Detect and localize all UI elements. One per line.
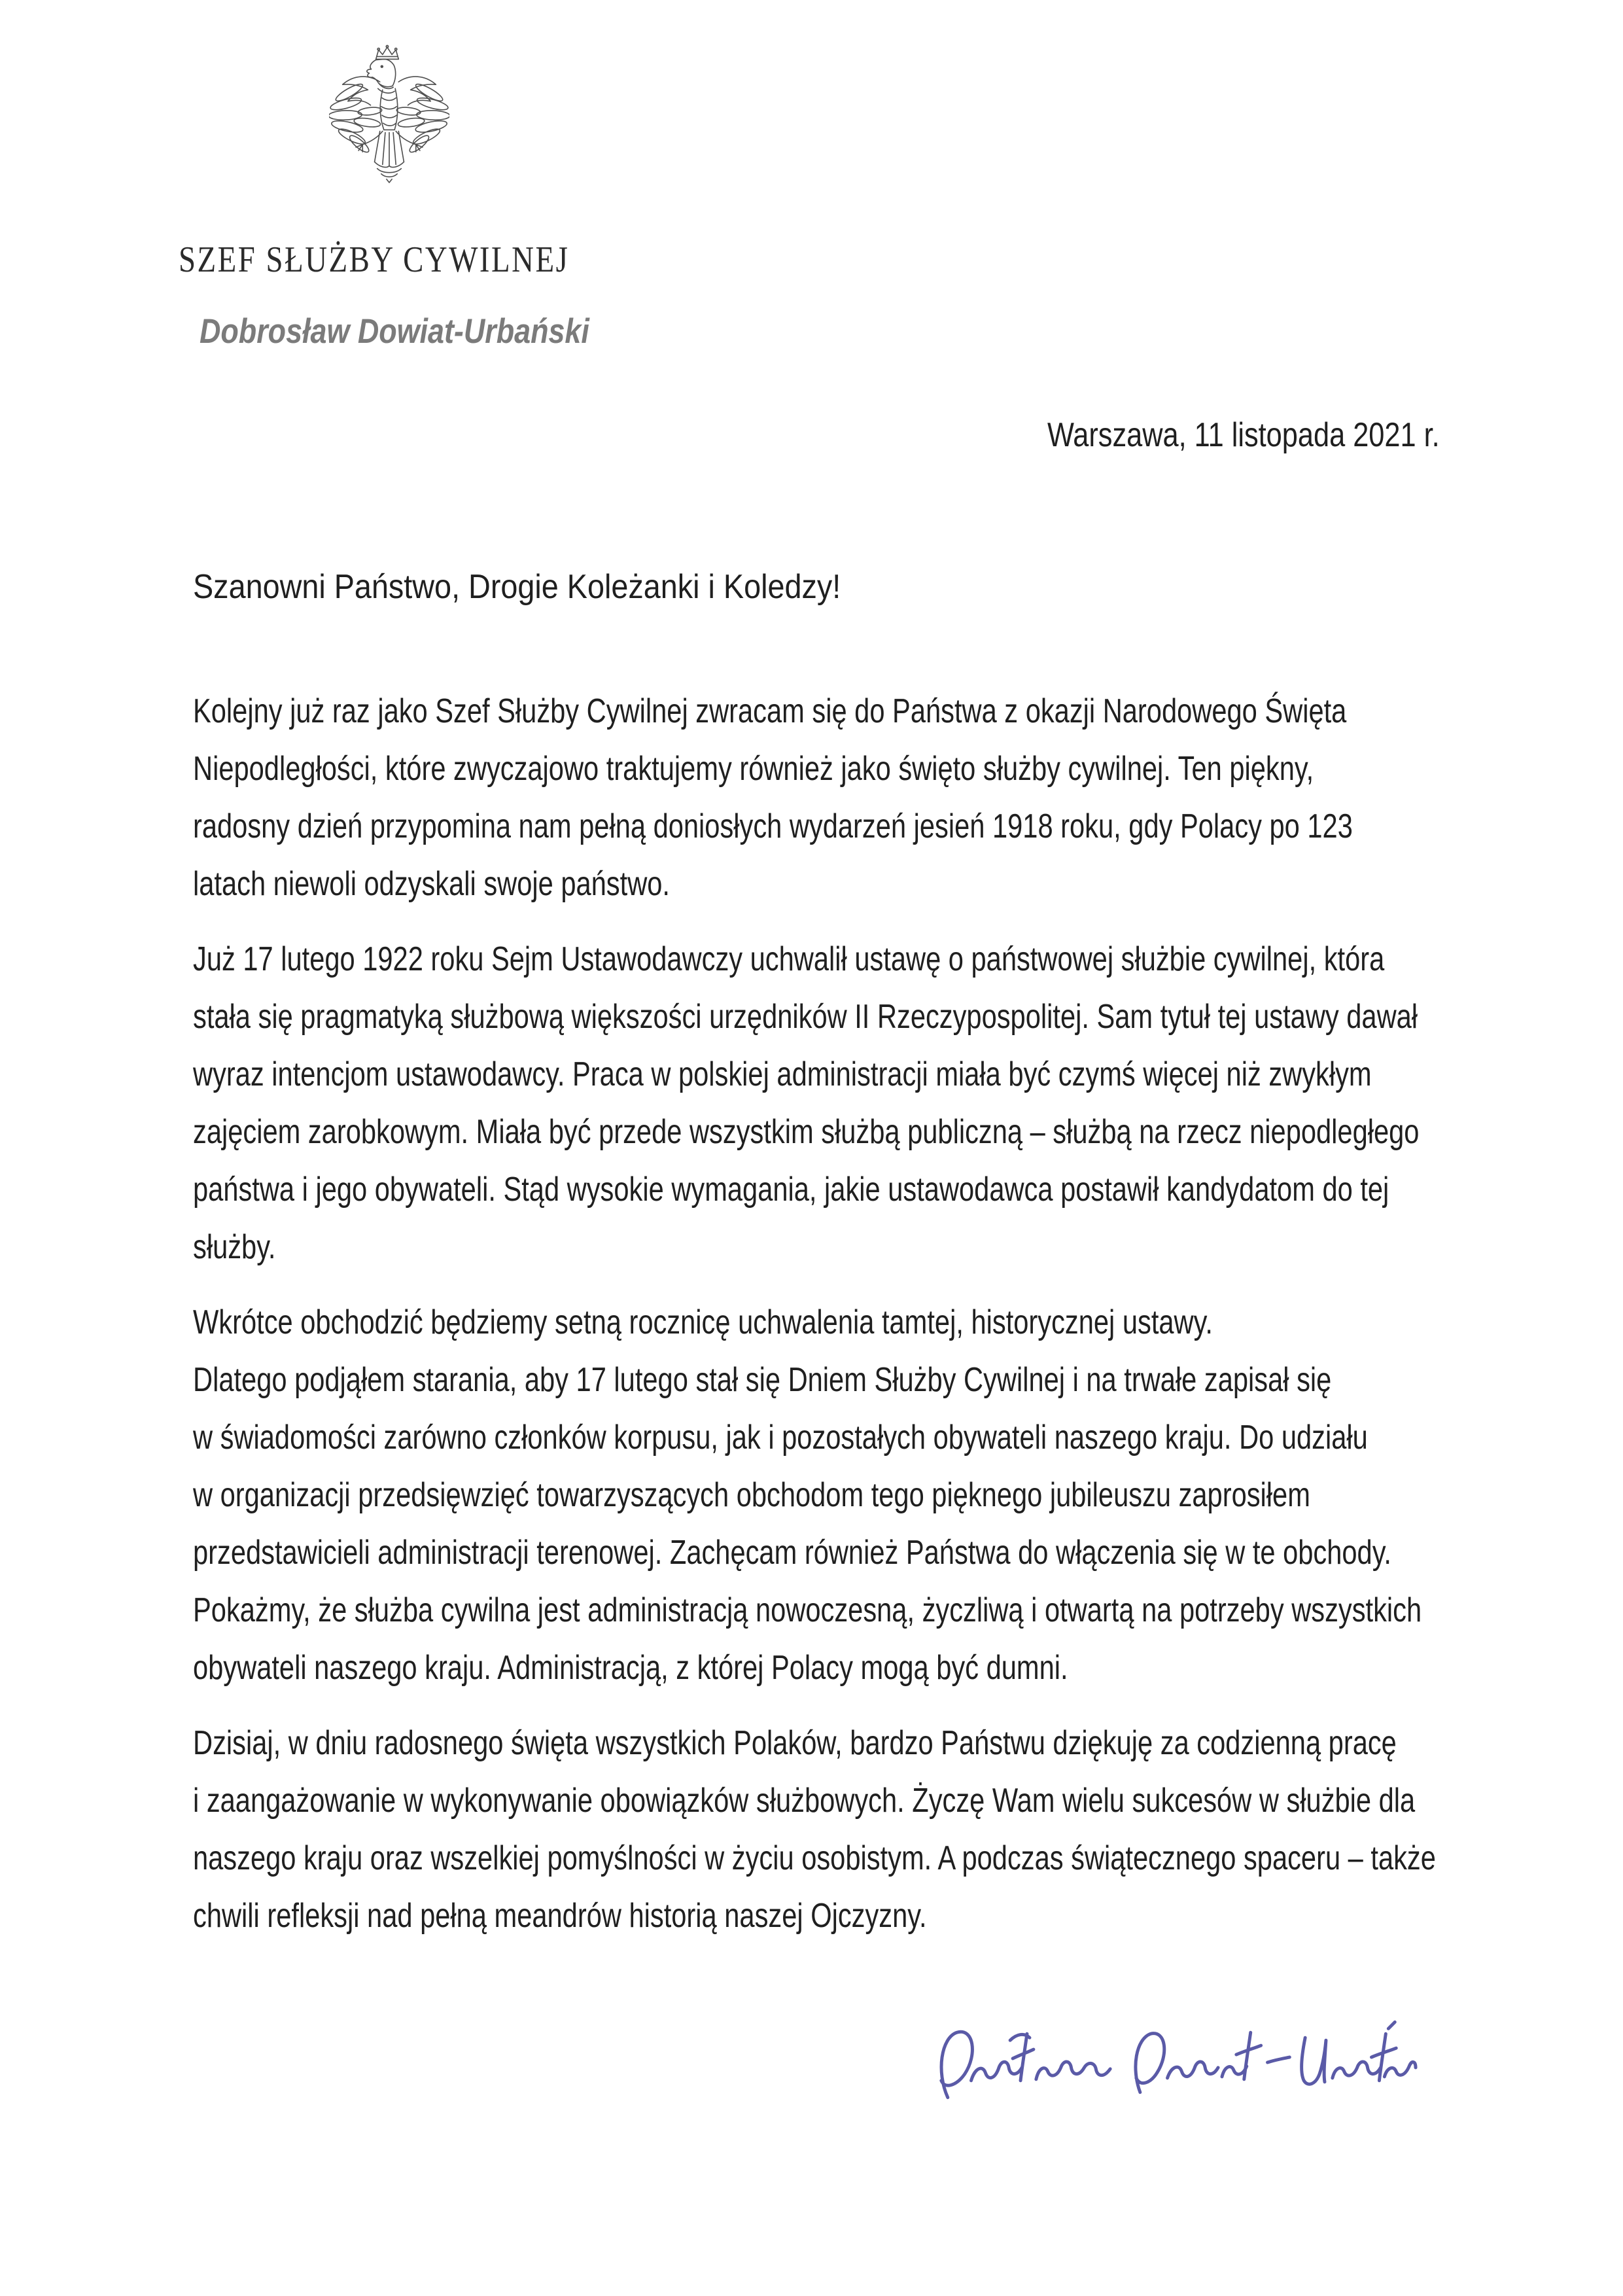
body-line: naszego kraju oraz wszelkiej pomyślności w życiu osobistym. A podczas świątecznego spaceru – także bbox=[193, 1839, 1436, 1877]
handwritten-signature-icon bbox=[926, 1994, 1420, 2128]
dateline: Warszawa, 11 listopada 2021 r. bbox=[1047, 416, 1440, 454]
body-line: stała się pragmatyką służbową większości urzędników II Rzeczypospolitej. Sam tytuł tej ustawy dawał bbox=[193, 998, 1418, 1036]
letterhead-title: SZEF SŁUŻBY CYWILNEJ bbox=[179, 239, 570, 280]
body-line: Wkrótce obchodzić będziemy setną rocznicę uchwalenia tamtej, historycznej ustawy. bbox=[193, 1303, 1213, 1341]
body-line: latach niewoli odzyskali swoje państwo. bbox=[193, 865, 670, 903]
body-line: Niepodległości, które zwyczajowo traktujemy również jako święto służby cywilnej. Ten piękny, bbox=[193, 750, 1314, 788]
body-line: wyraz intencjom ustawodawcy. Praca w polskiej administracji miała być czymś więcej niż zwykłym bbox=[193, 1055, 1372, 1093]
body-line: chwili refleksji nad pełną meandrów historią naszej Ojczyzny. bbox=[193, 1897, 927, 1935]
body-line: i zaangażowanie w wykonywanie obowiązków służbowych. Życzę Wam wielu sukcesów w służbie dla bbox=[193, 1782, 1416, 1820]
body-line: państwa i jego obywateli. Stąd wysokie wymagania, jakie ustawodawca postawił kandydatom do tej bbox=[193, 1171, 1389, 1209]
body-line: Kolejny już raz jako Szef Służby Cywilnej zwracam się do Państwa z okazji Narodowego Święta bbox=[193, 692, 1347, 730]
paragraph bbox=[193, 682, 1623, 913]
body-line: radosny dzień przypomina nam pełną doniosłych wydarzeń jesień 1918 roku, gdy Polacy po 123 bbox=[193, 807, 1353, 845]
body-line: Już 17 lutego 1922 roku Sejm Ustawodawczy uchwalił ustawę o państwowej służbie cywilnej, która bbox=[193, 940, 1385, 978]
body-line: w organizacji przedsięwzięć towarzyszących obchodom tego pięknego jubileuszu zaprosiłem bbox=[193, 1476, 1310, 1514]
body-line: zajęciem zarobkowym. Miała być przede wszystkim służbą publiczną – służbą na rzecz niepodległego bbox=[193, 1113, 1420, 1151]
body-line: w świadomości zarówno członków korpusu, jak i pozostałych obywateli naszego kraju. Do udziału bbox=[193, 1419, 1368, 1457]
body-line: Pokażmy, że służba cywilna jest administracją nowoczesną, życzliwą i otwartą na potrzeby wszystkich bbox=[193, 1591, 1422, 1629]
paragraph bbox=[193, 1714, 1623, 1945]
paragraph bbox=[193, 1294, 1623, 1697]
body-line: Dlatego podjąłem starania, aby 17 lutego stał się Dniem Służby Cywilnej i na trwałe zapisał się bbox=[193, 1361, 1332, 1399]
body-line: służby. bbox=[193, 1228, 276, 1266]
body-line: Dzisiaj, w dniu radosnego święta wszystkich Polaków, bardzo Państwu dziękuję za codzienną pracę bbox=[193, 1724, 1397, 1762]
polish-eagle-emblem bbox=[329, 42, 449, 183]
body-line: obywateli naszego kraju. Administracją, z której Polacy mogą być dumni. bbox=[193, 1649, 1068, 1687]
letterhead-author-name: Dobrosław Dowiat-Urbański bbox=[200, 312, 589, 351]
letter-body bbox=[193, 682, 1623, 1962]
body-line: przedstawicieli administracji terenowej. Zachęcam również Państwa do włączenia się w te obchody. bbox=[193, 1534, 1392, 1572]
paragraph bbox=[193, 930, 1623, 1276]
salutation: Szanowni Państwo, Drogie Koleżanki i Koledzy! bbox=[193, 568, 841, 606]
